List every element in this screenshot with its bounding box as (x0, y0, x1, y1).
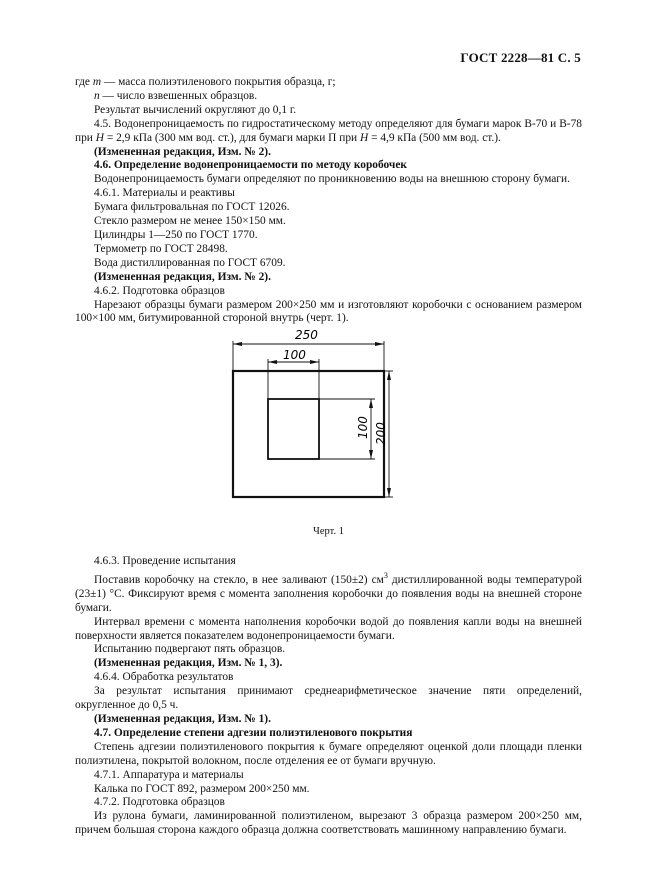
paragraph: Степень адгезии полиэтиленового покрытия к бумаге определяют оценкой доли площади пленки полиэтилена, покрытой волокном, после отделения ее от бумаги вручную. (75, 740, 582, 767)
paragraph: Испытанию подвергают пять образцов. (94, 643, 286, 656)
paragraph: Интервал времени с момента наполнения коробочки водой до появления капли воды на внешней поверхности является показателем водонепроницаемости бумаги. (75, 615, 582, 642)
paragraph: Нарезают образцы бумаги размером 200×250 мм и изготовляют коробочки с основанием размером 100×100 мм, битумированной стороной внутрь (черт. 1). (75, 298, 582, 325)
text-span: — число взвешенных образцов. (99, 89, 258, 102)
subsection-heading: 4.6.3. Проведение испытания (94, 555, 236, 568)
paragraph: За результат испытания принимают среднеарифметическое значение пяти определений, округленное до 0,5 ч. (75, 685, 582, 712)
subsection-heading: 4.6.2. Подготовка образцов (94, 284, 225, 297)
subsection-heading: 4.6.4. Обработка результатов (94, 671, 234, 684)
superscript: 3 (383, 571, 388, 581)
amendment-note: (Измененная редакция, Изм. № 2). (94, 145, 271, 158)
section-heading-4-6: 4.6. Определение водонепроницаемости по методу коробочек (94, 159, 407, 172)
list-item: Цилиндры 1—250 по ГОСТ 1770. (94, 228, 258, 241)
subsection-heading: 4.7.1. Аппаратура и материалы (94, 768, 244, 781)
variable: H (359, 131, 369, 144)
figure-caption: Черт. 1 (313, 526, 344, 538)
amendment-note: (Измененная редакция, Изм. № 2). (94, 270, 271, 283)
subsection-heading: 4.7.2. Подготовка образцов (94, 796, 225, 809)
paragraph-4-5 (75, 118, 582, 146)
list-item: Термометр по ГОСТ 28498. (94, 242, 228, 255)
paragraph (75, 569, 582, 616)
paragraph: Калька по ГОСТ 892, размером 200×250 мм. (94, 782, 310, 795)
paragraph: Из рулона бумаги, ламинированной полиэтиленом, вырезают 3 образца размером 200×250 мм, причем большая сторона каждого образца должна соответствовать машинному направлению бумаги. (75, 810, 582, 837)
list-item: Стекло размером не менее 150×150 мм. (94, 215, 286, 228)
text-span: 4.5. Водонепроницаемость по гидростатическому методу определяют для бумаги марок В-70 и В-78 при (75, 117, 582, 144)
dim-200: 200 (374, 422, 388, 446)
variable: n (94, 89, 100, 102)
page-header: ГОСТ 2228—81 С. 5 (460, 50, 581, 65)
list-item: Бумага фильтровальная по ГОСТ 12026. (94, 201, 290, 214)
subsection-heading: 4.6.1. Материалы и реактивы (94, 187, 235, 200)
section-heading-4-7: 4.7. Определение степени адгезии полиэтиленового покрытия (94, 726, 413, 739)
text-span: = 4,9 кПа (500 мм вод. ст.). (368, 131, 501, 144)
text-line (75, 76, 582, 90)
dim-100-top: 100 (283, 348, 306, 363)
text-span: где (75, 76, 93, 88)
document-body (75, 76, 582, 838)
box-drawing (75, 328, 582, 513)
text-span: — масса полиэтиленового покрытия образца, г; (101, 76, 336, 88)
variable: m (92, 76, 102, 88)
dim-250: 250 (295, 328, 318, 343)
amendment-note: (Измененная редакция, Изм. № 1, 3). (94, 657, 283, 670)
paragraph: Водонепроницаемость бумаги определяют по проникновению воды на внешнюю сторону бумаги. (94, 173, 570, 186)
amendment-note: (Измененная редакция, Изм. № 1). (94, 712, 271, 725)
text-span: Поставив коробочку на стекло, в нее заливают (150±2) см (94, 573, 384, 586)
list-item: Вода дистиллированная по ГОСТ 6709. (94, 256, 286, 269)
text-span: = 2,9 кПа (300 мм вод. ст.), для бумаги марки П при (103, 131, 360, 144)
text-span: дистиллированной воды температурой (23±1) °С. Фиксируют время с момента заполнения коробочки до появления воды на внешней стороне бумаги. (75, 573, 582, 614)
text-line: Результат вычислений округляют до 0,1 г. (94, 103, 297, 116)
text-line (75, 90, 582, 104)
variable: H (95, 131, 104, 144)
dim-100-side: 100 (356, 416, 370, 440)
box-base (268, 399, 319, 459)
drawing-figure-1 (75, 328, 582, 513)
